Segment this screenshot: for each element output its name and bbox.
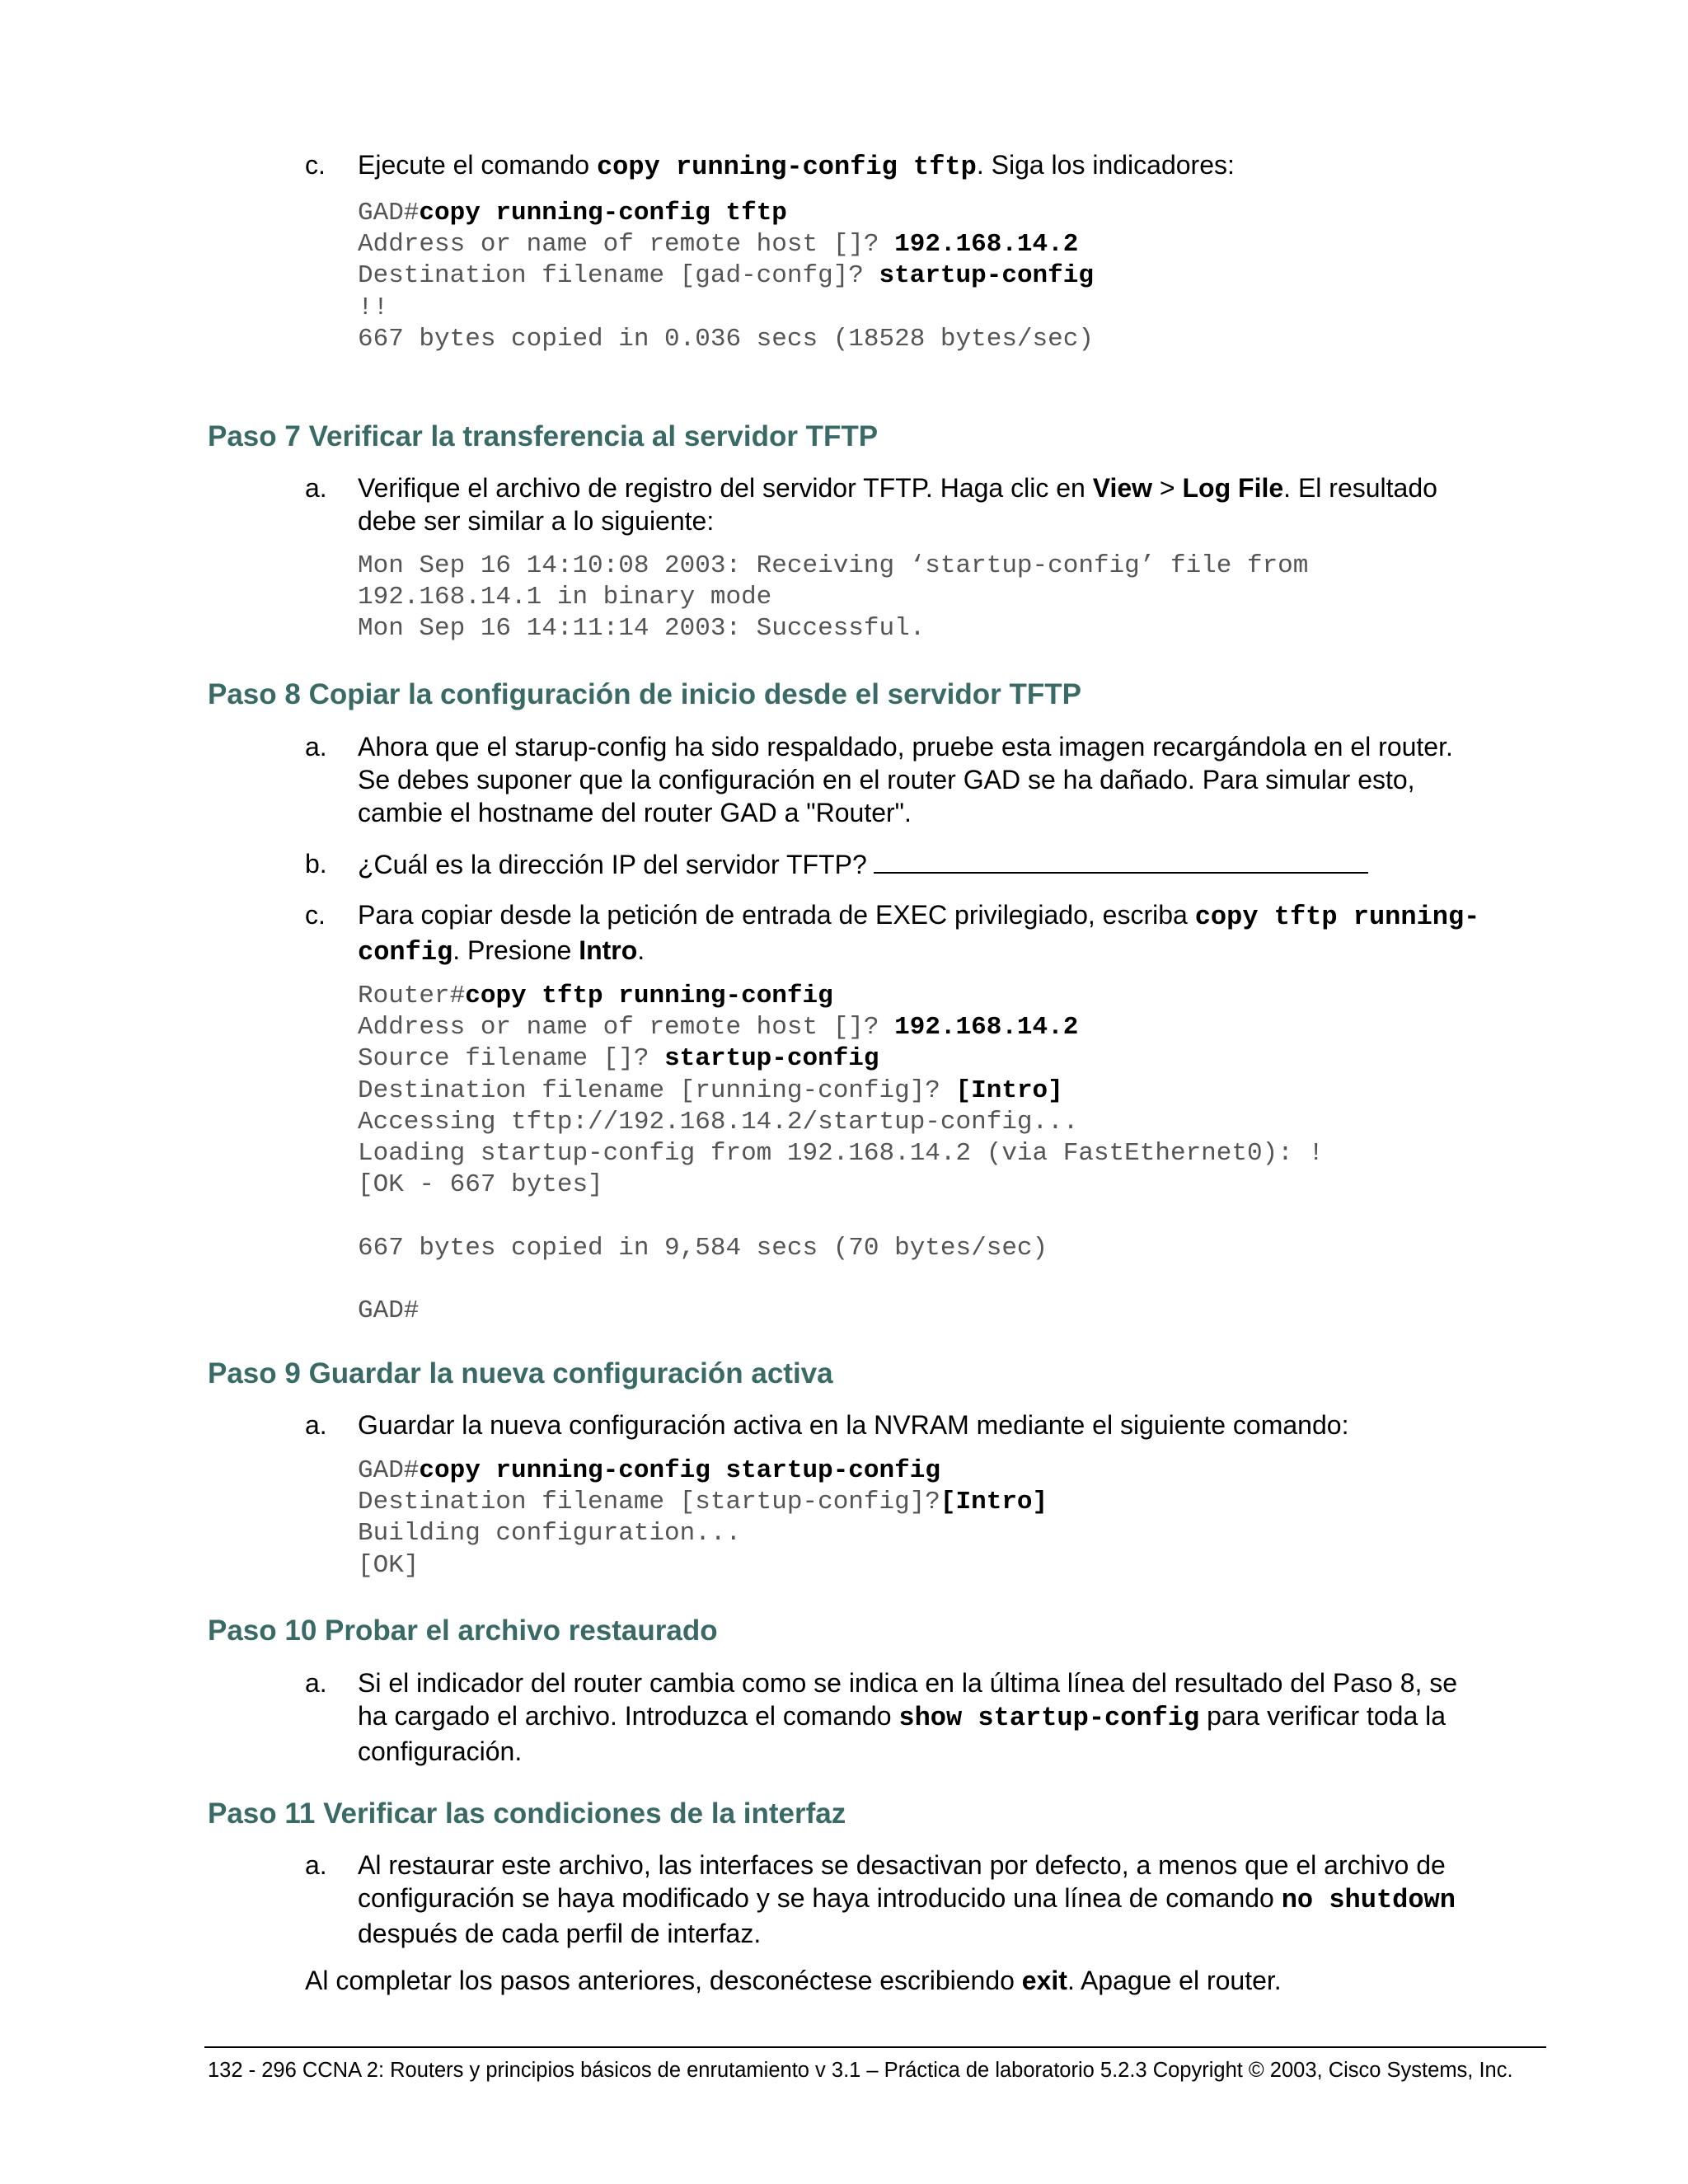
item-text: Guardar la nueva configuración activa en la NVRAM mediante el siguiente comando: <box>358 1410 1349 1440</box>
answer-blank[interactable] <box>874 847 1368 874</box>
item-label: c. <box>305 150 326 180</box>
item-label: a. <box>305 732 327 762</box>
code-block-2: Router#copy tftp running-config Address or name of remote host []? 192.168.14.2 Source filename []? startup-config Destination filename [running-config]? [Intro] Accessing tftp://192.168.14.2/startup-config... Loading startup-config from 192.168.14.2 (via FastEthernet0): ! [OK - 667 bytes] 667 bytes copied in 9,584 secs (70 bytes/sec) GAD# <box>358 982 1324 1325</box>
item-label: b. <box>305 849 327 879</box>
footer-divider <box>204 2046 1546 2048</box>
item-label: a. <box>305 1668 327 1698</box>
item-text: Al restaurar este archivo, las interfaces se desactivan por defecto, a menos que el archivo de configuración se haya modificado y se haya introducido una línea de comando no shutdown después de cada perfil de interfaz. <box>358 1850 1456 1948</box>
item-label: a. <box>305 473 327 503</box>
item-text: Verifique el archivo de registro del servidor TFTP. Haga clic en View > Log File. El resultado debe ser similar a lo siguiente: <box>358 473 1437 536</box>
item-text: Para copiar desde la petición de entrada de EXEC privilegiado, escriba copy tftp running- config. Presione Intro. <box>358 900 1480 968</box>
step11-heading: Paso 11 Verificar las condiciones de la interfaz <box>208 1797 846 1830</box>
page-footer: 132 - 296 CCNA 2: Routers y principios básicos de enrutamiento v 3.1 – Práctica de laboratorio 5.2.3 Copyright © 2003, Cisco Systems, Inc. <box>208 2059 1513 2082</box>
code-block-1: GAD#copy running-config tftp Address or name of remote host []? 192.168.14.2 Destination filename [gad-confg]? startup-config !! 667 bytes copied in 0.036 secs (18528 bytes/sec) <box>358 199 1094 354</box>
item-label: c. <box>305 900 326 930</box>
step8-heading: Paso 8 Copiar la configuración de inicio desde el servidor TFTP <box>208 678 1081 710</box>
item-text: Si el indicador del router cambia como se indica en la última línea del resultado del Paso 8, se ha cargado el archivo. Introduzca el comando show startup-config para verificar toda la configuración. <box>358 1668 1458 1766</box>
code-block-3: GAD#copy running-config startup-config Destination filename [startup-config]?[Intro] Building configuration... [OK] <box>358 1456 1048 1580</box>
inline-command: copy running-config tftp <box>596 152 977 182</box>
item-label: a. <box>305 1410 327 1440</box>
item-text: Ahora que el starup-config ha sido respaldado, pruebe esta imagen recargándola en el router. Se debes suponer que la configuración en el router GAD se ha dañado. Para simular esto, cambie el hostname del router GAD a "Router". <box>358 732 1453 827</box>
closing-paragraph: Al completar los pasos anteriores, desconéctese escribiendo exit. Apague el router. <box>305 1966 1282 1995</box>
step10-heading: Paso 10 Probar el archivo restaurado <box>208 1615 718 1647</box>
item-text: Ejecute el comando copy running-config tftp. Siga los indicadores: <box>358 150 1235 182</box>
step9-heading: Paso 9 Guardar la nueva configuración activa <box>208 1357 833 1390</box>
log-output: Mon Sep 16 14:10:08 2003: Receiving ‘startup-config’ file from 192.168.14.1 in binary mode Mon Sep 16 14:11:14 2003: Successful. <box>358 551 1309 644</box>
item-text: ¿Cuál es la dirección IP del servidor TFTP? <box>358 847 1528 881</box>
step7-heading: Paso 7 Verificar la transferencia al servidor TFTP <box>208 420 879 452</box>
item-label: a. <box>305 1850 327 1880</box>
